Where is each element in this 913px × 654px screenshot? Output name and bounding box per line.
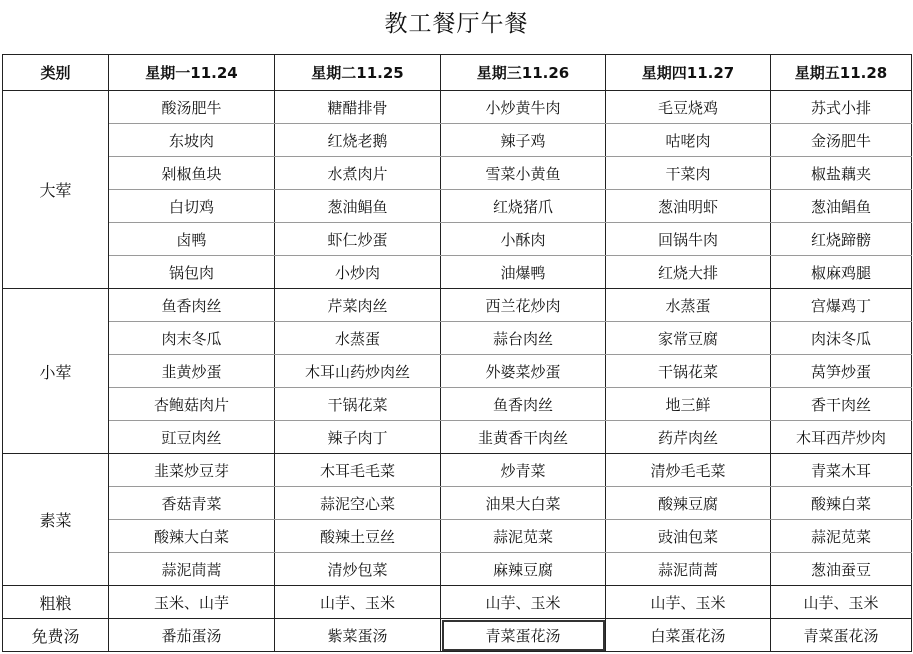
dish-cell-thu[interactable]: 白菜蛋花汤 xyxy=(606,619,771,652)
dish-cell-tue[interactable]: 小炒肉 xyxy=(275,256,441,289)
dish-cell-fri[interactable]: 莴笋炒蛋 xyxy=(771,355,912,388)
category-cell: 粗粮 xyxy=(3,586,109,619)
dish-cell-fri[interactable]: 宫爆鸡丁 xyxy=(771,289,912,322)
dish-cell-fri[interactable]: 酸辣白菜 xyxy=(771,487,912,520)
header-day-mon: 星期一11.24 xyxy=(109,55,275,91)
table-row xyxy=(3,124,912,157)
dish-cell-mon[interactable]: 韭菜炒豆芽 xyxy=(109,454,275,487)
category-cell: 大荤 xyxy=(3,91,109,289)
dish-cell-thu[interactable]: 干菜肉 xyxy=(606,157,771,190)
dish-cell-mon[interactable]: 蒜泥茼蒿 xyxy=(109,553,275,586)
dish-cell-mon[interactable]: 卤鸭 xyxy=(109,223,275,256)
dish-cell-tue[interactable]: 糖醋排骨 xyxy=(275,91,441,124)
dish-cell-wed[interactable]: 小酥肉 xyxy=(441,223,606,256)
dish-cell-wed[interactable]: 油爆鸭 xyxy=(441,256,606,289)
dish-cell-fri[interactable]: 木耳西芹炒肉 xyxy=(771,421,912,454)
table-row xyxy=(3,586,912,619)
dish-cell-tue[interactable]: 山芋、玉米 xyxy=(275,586,441,619)
dish-cell-fri[interactable]: 红烧蹄髈 xyxy=(771,223,912,256)
dish-cell-mon[interactable]: 豇豆肉丝 xyxy=(109,421,275,454)
lunch-menu-table xyxy=(2,54,912,652)
menu-body xyxy=(3,91,912,652)
table-row xyxy=(3,190,912,223)
dish-cell-tue[interactable]: 蒜泥空心菜 xyxy=(275,487,441,520)
dish-cell-tue[interactable]: 葱油鲳鱼 xyxy=(275,190,441,223)
header-day-thu: 星期四11.27 xyxy=(606,55,771,91)
dish-cell-wed[interactable]: 蒜泥苋菜 xyxy=(441,520,606,553)
table-row xyxy=(3,157,912,190)
dish-cell-mon[interactable]: 鱼香肉丝 xyxy=(109,289,275,322)
selected-cell[interactable]: 青菜蛋花汤 xyxy=(441,619,606,652)
dish-cell-tue[interactable]: 干锅花菜 xyxy=(275,388,441,421)
table-row xyxy=(3,355,912,388)
dish-cell-thu[interactable]: 蒜泥茼蒿 xyxy=(606,553,771,586)
dish-cell-fri[interactable]: 葱油蚕豆 xyxy=(771,553,912,586)
dish-cell-mon[interactable]: 杏鲍菇肉片 xyxy=(109,388,275,421)
dish-cell-fri[interactable]: 金汤肥牛 xyxy=(771,124,912,157)
dish-cell-wed[interactable]: 辣子鸡 xyxy=(441,124,606,157)
dish-cell-wed[interactable]: 小炒黄牛肉 xyxy=(441,91,606,124)
dish-cell-wed[interactable]: 韭黄香干肉丝 xyxy=(441,421,606,454)
dish-cell-thu[interactable]: 家常豆腐 xyxy=(606,322,771,355)
dish-cell-tue[interactable]: 清炒包菜 xyxy=(275,553,441,586)
dish-cell-fri[interactable]: 苏式小排 xyxy=(771,91,912,124)
dish-cell-wed[interactable]: 外婆菜炒蛋 xyxy=(441,355,606,388)
dish-cell-tue[interactable]: 红烧老鹅 xyxy=(275,124,441,157)
table-row xyxy=(3,520,912,553)
page-title: 教工餐厅午餐 xyxy=(384,11,529,37)
dish-cell-tue[interactable]: 紫菜蛋汤 xyxy=(275,619,441,652)
dish-cell-wed[interactable]: 蒜台肉丝 xyxy=(441,322,606,355)
dish-cell-wed[interactable]: 鱼香肉丝 xyxy=(441,388,606,421)
dish-cell-fri[interactable]: 椒麻鸡腿 xyxy=(771,256,912,289)
table-row xyxy=(3,421,912,454)
dish-cell-thu[interactable]: 毛豆烧鸡 xyxy=(606,91,771,124)
dish-cell-mon[interactable]: 锅包肉 xyxy=(109,256,275,289)
dish-cell-thu[interactable]: 咕咾肉 xyxy=(606,124,771,157)
dish-cell-wed[interactable]: 红烧猪爪 xyxy=(441,190,606,223)
category-cell: 免费汤 xyxy=(3,619,109,652)
dish-cell-fri[interactable]: 蒜泥苋菜 xyxy=(771,520,912,553)
table-row xyxy=(3,256,912,289)
dish-cell-mon[interactable]: 香菇青菜 xyxy=(109,487,275,520)
table-row xyxy=(3,619,912,652)
dish-cell-thu[interactable]: 回锅牛肉 xyxy=(606,223,771,256)
table-row xyxy=(3,289,912,322)
dish-cell-wed[interactable]: 西兰花炒肉 xyxy=(441,289,606,322)
dish-cell-tue[interactable]: 木耳毛毛菜 xyxy=(275,454,441,487)
dish-cell-thu[interactable]: 清炒毛毛菜 xyxy=(606,454,771,487)
table-row xyxy=(3,487,912,520)
dish-cell-thu[interactable]: 地三鲜 xyxy=(606,388,771,421)
dish-cell-tue[interactable]: 辣子肉丁 xyxy=(275,421,441,454)
table-row xyxy=(3,91,912,124)
dish-cell-thu[interactable]: 药芹肉丝 xyxy=(606,421,771,454)
dish-cell-mon[interactable]: 韭黄炒蛋 xyxy=(109,355,275,388)
dish-cell-thu[interactable]: 葱油明虾 xyxy=(606,190,771,223)
header-day-fri: 星期五11.28 xyxy=(771,55,912,91)
dish-cell-tue[interactable]: 水煮肉片 xyxy=(275,157,441,190)
table-row xyxy=(3,223,912,256)
dish-cell-tue[interactable]: 芹菜肉丝 xyxy=(275,289,441,322)
table-row xyxy=(3,388,912,421)
dish-cell-tue[interactable]: 虾仁炒蛋 xyxy=(275,223,441,256)
dish-cell-tue[interactable]: 木耳山药炒肉丝 xyxy=(275,355,441,388)
dish-cell-tue[interactable]: 酸辣土豆丝 xyxy=(275,520,441,553)
dish-cell-thu[interactable]: 酸辣豆腐 xyxy=(606,487,771,520)
dish-cell-mon[interactable]: 酸辣大白菜 xyxy=(109,520,275,553)
header-category: 类别 xyxy=(3,55,109,91)
dish-cell-fri[interactable]: 香干肉丝 xyxy=(771,388,912,421)
dish-cell-thu[interactable]: 红烧大排 xyxy=(606,256,771,289)
dish-cell-mon[interactable]: 剁椒鱼块 xyxy=(109,157,275,190)
dish-cell-wed[interactable]: 炒青菜 xyxy=(441,454,606,487)
table-row xyxy=(3,322,912,355)
header-day-wed: 星期三11.26 xyxy=(441,55,606,91)
table-row xyxy=(3,454,912,487)
dish-cell-wed[interactable]: 雪菜小黄鱼 xyxy=(441,157,606,190)
dish-cell-tue[interactable]: 水蒸蛋 xyxy=(275,322,441,355)
dish-cell-mon[interactable]: 酸汤肥牛 xyxy=(109,91,275,124)
dish-cell-mon[interactable]: 番茄蛋汤 xyxy=(109,619,275,652)
dish-cell-fri[interactable]: 葱油鲳鱼 xyxy=(771,190,912,223)
dish-cell-fri[interactable]: 肉沫冬瓜 xyxy=(771,322,912,355)
category-cell: 素菜 xyxy=(3,454,109,586)
dish-cell-mon[interactable]: 白切鸡 xyxy=(109,190,275,223)
dish-cell-wed[interactable]: 麻辣豆腐 xyxy=(441,553,606,586)
dish-cell-wed[interactable]: 山芋、玉米 xyxy=(441,586,606,619)
dish-cell-mon[interactable]: 玉米、山芋 xyxy=(109,586,275,619)
dish-cell-fri[interactable]: 青菜木耳 xyxy=(771,454,912,487)
dish-cell-thu[interactable]: 山芋、玉米 xyxy=(606,586,771,619)
dish-cell-fri[interactable]: 椒盐藕夹 xyxy=(771,157,912,190)
dish-cell-fri[interactable]: 山芋、玉米 xyxy=(771,586,912,619)
table-row xyxy=(3,553,912,586)
header-row xyxy=(3,55,912,91)
dish-cell-mon[interactable]: 东坡肉 xyxy=(109,124,275,157)
header-day-tue: 星期二11.25 xyxy=(275,55,441,91)
dish-cell-wed[interactable]: 油果大白菜 xyxy=(441,487,606,520)
dish-cell-fri[interactable]: 青菜蛋花汤 xyxy=(771,619,912,652)
dish-cell-thu[interactable]: 豉油包菜 xyxy=(606,520,771,553)
dish-cell-thu[interactable]: 水蒸蛋 xyxy=(606,289,771,322)
dish-cell-mon[interactable]: 肉末冬瓜 xyxy=(109,322,275,355)
dish-cell-thu[interactable]: 干锅花菜 xyxy=(606,355,771,388)
category-cell: 小荤 xyxy=(3,289,109,454)
